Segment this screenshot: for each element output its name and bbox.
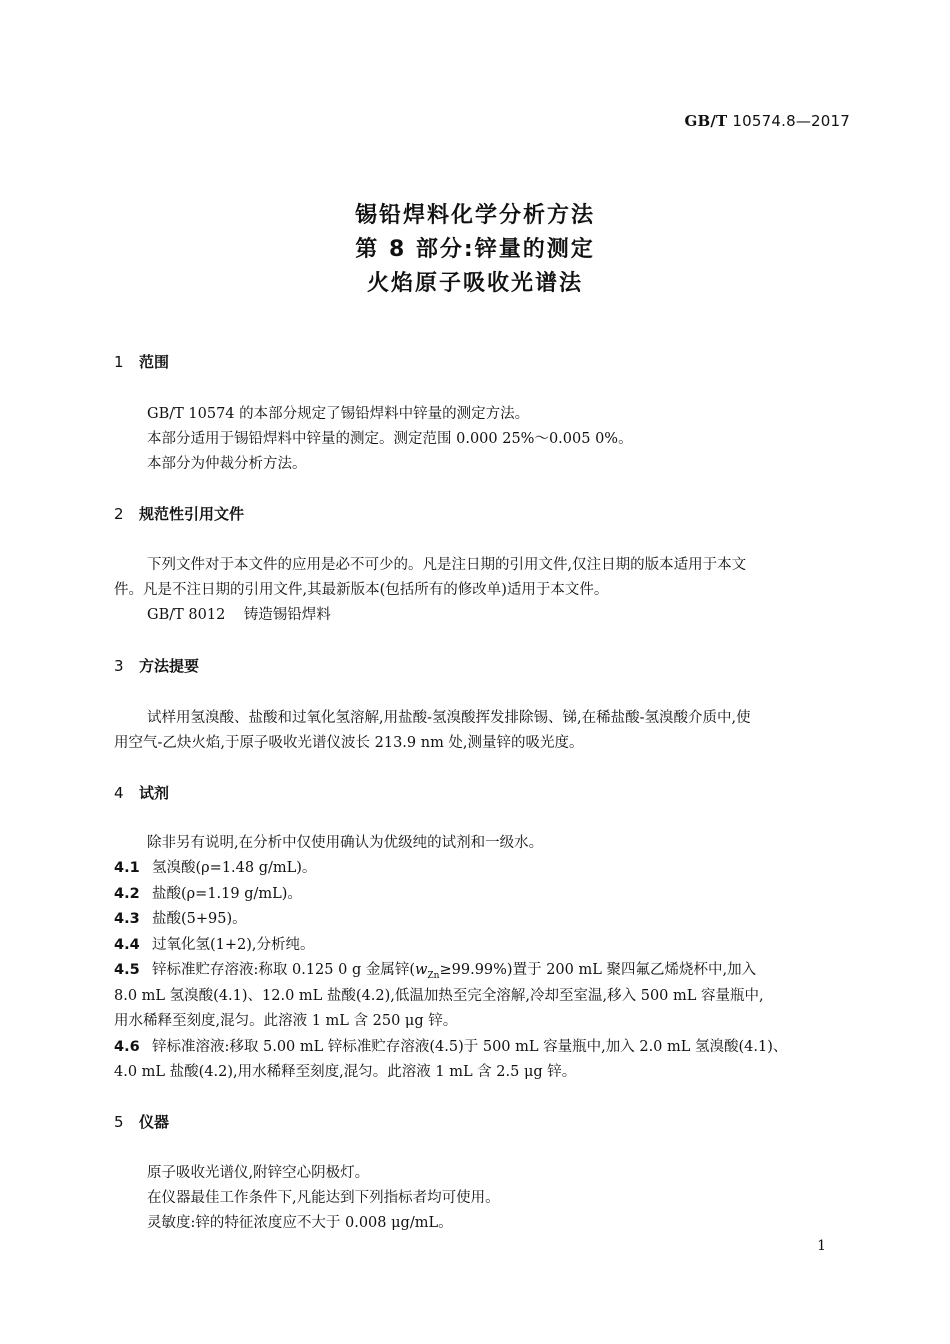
paragraph: 灵敏度:锌的特征浓度应不大于 0.008 μg/mL。 bbox=[147, 1215, 453, 1231]
paragraph: 下列文件对于本文件的应用是必不可少的。凡是注日期的引用文件,仅注日期的版本适用于本文 bbox=[147, 557, 747, 573]
paragraph: 在仪器最佳工作条件下,凡能达到下列指标者均可使用。 bbox=[147, 1190, 500, 1206]
normative-reference bbox=[147, 603, 331, 624]
item-text: 盐酸(5+95)。 bbox=[152, 911, 247, 927]
reagent-item bbox=[114, 933, 315, 954]
mass-fraction-subscript: Zn bbox=[427, 970, 440, 981]
item-text: ≥99.99%)置于 200 mL 聚四氟乙烯烧杯中,加入 bbox=[439, 962, 757, 978]
item-text: 锌标准溶液:移取 5.00 mL 锌标准贮存溶液(4.5)于 500 mL 容量瓶中,加入 2.0 mL 氢溴酸(4.1)、 bbox=[152, 1039, 788, 1055]
item-text: 盐酸(ρ=1.19 g/mL)。 bbox=[152, 886, 302, 902]
reagent-item bbox=[114, 882, 302, 903]
section-number: 5 bbox=[114, 1113, 124, 1131]
title-line-2: 第 8 部分:锌量的测定 bbox=[355, 237, 595, 262]
item-continuation: 8.0 mL 氢溴酸(4.1)、12.0 mL 盐酸(4.2),低温加热至完全溶解,冷却至室温,移入 500 mL 容量瓶中, bbox=[114, 988, 764, 1004]
item-continuation: 用水稀释至刻度,混匀。此溶液 1 mL 含 250 μg 锌。 bbox=[114, 1013, 458, 1029]
reagent-item bbox=[114, 856, 316, 877]
paragraph: 本部分适用于锡铅焊料中锌量的测定。测定范围 0.000 25%～0.005 0%。 bbox=[147, 431, 633, 447]
item-number: 4.1 bbox=[114, 860, 140, 876]
paragraph: 原子吸收光谱仪,附锌空心阴极灯。 bbox=[147, 1165, 370, 1181]
reference-title: 铸造锡铅焊料 bbox=[243, 607, 331, 623]
standard-prefix: GB/T bbox=[684, 112, 728, 130]
standard-number: 10574.8—2017 bbox=[732, 112, 850, 130]
paragraph: 本部分为仲裁分析方法。 bbox=[147, 456, 307, 472]
title-line-1: 锡铅焊料化学分析方法 bbox=[354, 203, 595, 228]
section-number: 2 bbox=[114, 505, 124, 523]
section-title: 仪器 bbox=[139, 1113, 170, 1131]
item-number: 4.4 bbox=[114, 937, 140, 953]
item-number: 4.3 bbox=[114, 911, 140, 927]
item-number: 4.5 bbox=[114, 962, 140, 978]
section-number: 1 bbox=[114, 353, 124, 371]
standard-code bbox=[684, 112, 850, 130]
mass-fraction-symbol: w bbox=[415, 962, 428, 978]
reagent-item-4-5 bbox=[114, 958, 756, 981]
section-number: 3 bbox=[114, 657, 124, 675]
item-text: 氢溴酸(ρ=1.48 g/mL)。 bbox=[152, 860, 317, 876]
item-number: 4.6 bbox=[114, 1039, 140, 1055]
section-title: 试剂 bbox=[139, 784, 170, 802]
paragraph: 用空气-乙炔火焰,于原子吸收光谱仪波长 213.9 nm 处,测量锌的吸光度。 bbox=[114, 735, 584, 751]
section-3-heading bbox=[114, 655, 199, 676]
section-title: 规范性引用文件 bbox=[139, 505, 245, 523]
item-text: 过氧化氢(1+2),分析纯。 bbox=[152, 937, 315, 953]
reference-code: GB/T 8012 bbox=[147, 607, 226, 623]
paragraph: 除非另有说明,在分析中仅使用确认为优级纯的试剂和一级水。 bbox=[147, 835, 544, 851]
paragraph: GB/T 10574 的本部分规定了锡铅焊料中锌量的测定方法。 bbox=[147, 406, 530, 422]
section-number: 4 bbox=[114, 784, 124, 802]
item-text: 锌标准贮存溶液:称取 0.125 0 g 金属锌( bbox=[152, 962, 415, 978]
page-number: 1 bbox=[817, 1238, 826, 1254]
item-continuation: 4.0 mL 盐酸(4.2),用水稀释至刻度,混匀。此溶液 1 mL 含 2.5 μg 锌。 bbox=[114, 1064, 577, 1080]
section-4-heading bbox=[114, 782, 169, 803]
section-5-heading bbox=[114, 1111, 169, 1132]
section-title: 方法提要 bbox=[139, 657, 200, 675]
section-2-heading bbox=[114, 503, 244, 524]
section-1-heading bbox=[114, 351, 169, 372]
section-title: 范围 bbox=[139, 353, 170, 371]
paragraph: 试样用氢溴酸、盐酸和过氧化氢溶解,用盐酸-氢溴酸挥发排除锡、锑,在稀盐酸-氢溴酸介质中,使 bbox=[147, 710, 751, 726]
reagent-item-4-6 bbox=[114, 1035, 787, 1056]
paragraph: 件。凡是不注日期的引用文件,其最新版本(包括所有的修改单)适用于本文件。 bbox=[114, 582, 609, 598]
title-line-3: 火焰原子吸收光谱法 bbox=[366, 271, 583, 296]
reagent-item bbox=[114, 907, 247, 928]
item-number: 4.2 bbox=[114, 886, 140, 902]
